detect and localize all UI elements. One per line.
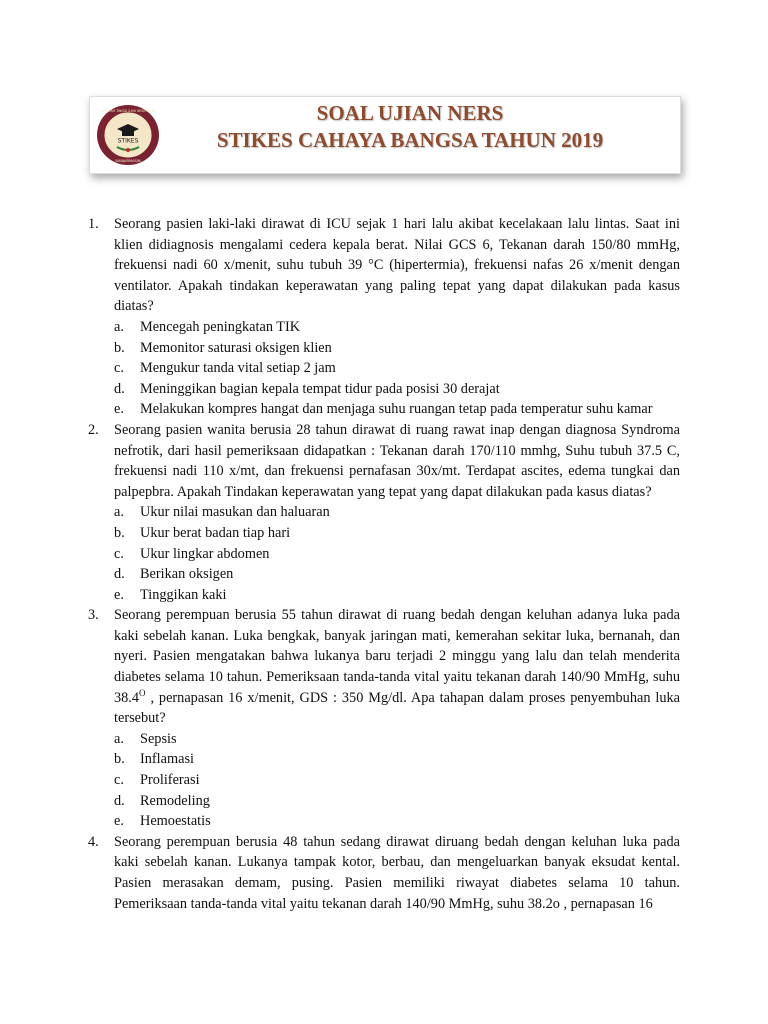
option-letter: d. <box>114 380 125 397</box>
option-letter: d. <box>114 566 125 583</box>
option-text: Berikan oksigen <box>140 566 234 583</box>
option-letter: b. <box>114 524 125 541</box>
option-text: Hemoestatis <box>140 813 211 830</box>
question-2 <box>88 420 680 502</box>
option-b <box>114 523 680 544</box>
option-c <box>114 358 680 379</box>
option-c <box>114 544 680 565</box>
option-text: Melakukan kompres hangat dan menjaga suhu ruangan tetap pada temperatur suhu kamar <box>140 401 653 418</box>
option-c <box>114 770 680 791</box>
option-text: Sepsis <box>140 730 177 747</box>
option-letter: e. <box>114 813 124 830</box>
title-line-1: SOAL UJIAN NERS <box>316 101 504 125</box>
header-title <box>190 100 630 154</box>
option-text: Inflamasi <box>140 751 194 768</box>
question-text-part-2: , pernapasan 16 x/menit, GDS : 350 Mg/dl. Apa tahapan dalam proses penyembuhan luka tersebut? <box>114 689 680 727</box>
option-text: Tinggikan kaki <box>140 586 227 603</box>
header-banner <box>89 96 681 174</box>
question-4 <box>88 832 680 914</box>
option-letter: d. <box>114 792 125 809</box>
option-letter: c. <box>114 360 124 377</box>
option-b <box>114 749 680 770</box>
option-text: Ukur lingkar abdomen <box>140 545 270 562</box>
logo-top-text: SEKOLAH TINGGI ILMU KESEHATAN <box>100 109 156 113</box>
option-text: Ukur berat badan tiap hari <box>140 524 291 541</box>
option-a <box>114 502 680 523</box>
option-text: Remodeling <box>140 792 210 809</box>
option-text: Proliferasi <box>140 772 200 789</box>
option-a <box>114 729 680 750</box>
question-2-options <box>88 502 680 605</box>
degree-superscript: O <box>139 687 146 698</box>
option-b <box>114 338 680 359</box>
question-number: 1. <box>88 216 99 232</box>
option-a <box>114 317 680 338</box>
option-d <box>114 564 680 585</box>
question-1-options <box>88 317 680 420</box>
option-e <box>114 585 680 606</box>
option-d <box>114 379 680 400</box>
option-letter: c. <box>114 545 124 562</box>
option-letter: a. <box>114 504 124 521</box>
question-list <box>88 214 680 914</box>
option-text: Memonitor saturasi oksigen klien <box>140 339 332 356</box>
logo-bottom-text: BANJARMASIN <box>115 159 141 163</box>
question-text: Seorang pasien laki-laki dirawat di ICU sejak 1 hari lalu akibat kecelakaan lalu lintas. Saat ini klien didiagnosis mengalami cedera kepala berat. Nilai GCS 6, Tekanan darah 150/80 mmHg, frekuensi nadi 60 x/menit, suhu tubuh 39 °C (hipertermia), frekuensi nafas 26 x/menit dengan ventilator. Apakah tindakan keperawatan yang paling tepat yang dapat dilakukan pada kasus diatas? <box>114 216 680 315</box>
logo-mid-text: STIKES <box>117 137 139 145</box>
option-letter: e. <box>114 586 124 603</box>
option-letter: b. <box>114 339 125 356</box>
question-3 <box>88 605 680 729</box>
option-e <box>114 811 680 832</box>
option-letter: b. <box>114 751 125 768</box>
question-number: 2. <box>88 421 99 438</box>
title-line-2: STIKES CAHAYA BANGSA TAHUN 2019 <box>216 128 604 152</box>
question-number: 3. <box>88 607 99 624</box>
option-text: Meninggikan bagian kepala tempat tidur pada posisi 30 derajat <box>140 380 500 397</box>
option-letter: a. <box>114 318 124 335</box>
option-letter: a. <box>114 730 124 747</box>
option-letter: e. <box>114 401 124 418</box>
option-d <box>114 791 680 812</box>
stikes-logo-icon <box>95 103 161 167</box>
question-3-options <box>88 729 680 832</box>
question-text: Seorang perempuan berusia 48 tahun sedang dirawat diruang bedah dengan keluhan luka pada kaki sebelah kanan. Lukanya tampak kotor, berbau, dan mengeluarkan banyak eksudat kental. Pasien merasakan demam, pusing. Pasien memiliki riwayat diabetes selama 10 tahun. Pemeriksaan tanda-tanda vital yaitu tekanan darah 140/90 MmHg, suhu 38.2o , pernapasan 16 <box>114 833 680 912</box>
option-letter: c. <box>114 772 124 789</box>
option-e <box>114 399 680 420</box>
option-text: Mengukur tanda vital setiap 2 jam <box>140 360 336 377</box>
option-text: Mencegah peningkatan TIK <box>140 318 301 335</box>
question-text <box>114 605 680 729</box>
question-number: 4. <box>88 833 99 850</box>
question-text-part-1: Seorang perempuan berusia 55 tahun dirawat di ruang bedah dengan keluhan adanya luka pada kaki sebelah kanan. Luka bengkak, banyak jaringan mati, kemerahan sekitar luka, bernanah, dan nyeri. Pasien mengatakan bahwa lukanya baru terjadi 2 minggu yang lalu dan telah menderita diabetes selama 10 tahun. Pemeriksaan tanda-tanda vital yaitu tekanan darah 140/90 MmHg, suhu 38.4 <box>114 607 680 706</box>
question-text: Seorang pasien wanita berusia 28 tahun dirawat di ruang rawat inap dengan diagnosa Syndroma nefrotik, dari hasil pemeriksaan didapatkan : Tekanan darah 170/110 mmhg, Suhu tubuh 37.5 C, frekuensi nadi 110 x/mt, dan frekuensi pernafasan 30x/mt. Terdapat ascites, edema tungkai dan palpepbra. Apakah Tindakan keperawatan yang tepat yang dapat dilakukan pada kasus diatas? <box>114 421 680 500</box>
option-text: Ukur nilai masukan dan haluaran <box>140 504 330 521</box>
question-1 <box>88 214 680 317</box>
